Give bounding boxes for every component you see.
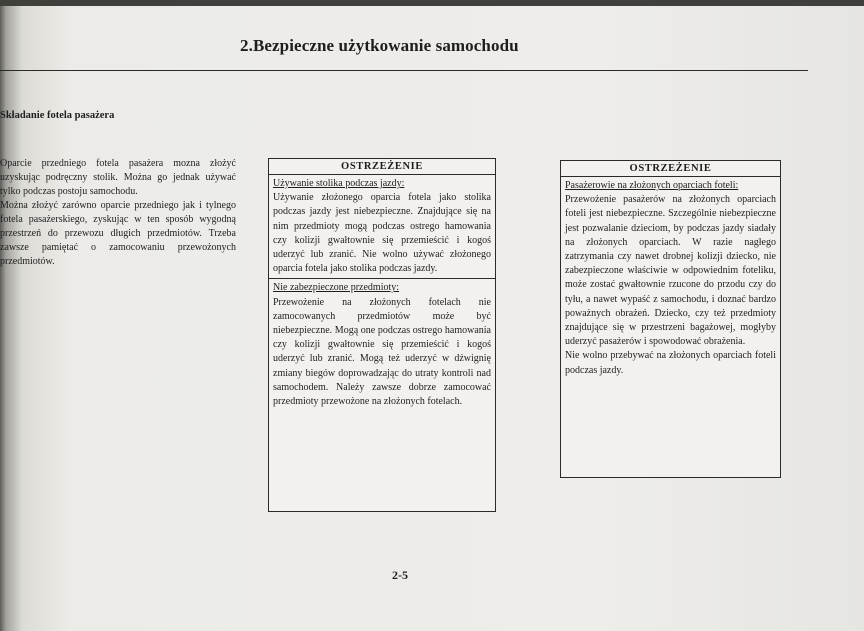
section-paragraph-1: Oparcie przedniego fotela pasażera mozna złożyć uzyskując podręczny stolik. Można go jednak używać tylko podczas postoju samochodu.: [0, 158, 236, 197]
page-number: 2-5: [392, 568, 408, 582]
warning-text: Przewożenie na złożonych fotelach nie zamocowanych przedmiotów może być niebezpieczne. Mogą one podczas ostrego hamowania czy kolizji gwałtownie się przemieścić i kogoś uderzyć lub zranić. Mogą też uderzyć w dźwignię zmiany biegów doprowadzając do utraty kontroli nad samochodem. Należy zawsze dobrze zamocować przedmioty przewożone na złożonych fotelach.: [273, 296, 491, 408]
scan-top-edge: [0, 0, 864, 6]
warning-body: [269, 175, 495, 409]
warning-box-table-use: [268, 158, 496, 512]
section-heading: Składanie fotela pasażera: [0, 110, 115, 121]
warning-subheading: Używanie stolika podczas jazdy:: [273, 178, 405, 189]
warning-box-passengers: [560, 160, 781, 478]
warning-subheading: Pasażerowie na złożonych oparciach foteli:: [565, 180, 739, 191]
warning-body: [561, 177, 780, 378]
warning-text: Przewożenie pasażerów na złożonych oparciach foteli jest niebezpieczne. Szczególnie niebezpieczne jest pozwalanie dzieciom, by podczas jazdy siadały na złożonych oparciach. W razie nagłego zatrzymania czy nawet drobnej kolizji dziecko, nie zabezpieczone właściwie w odpowiednim foteliku, może zostać gwałtownie rzucone do przodu czy do tyłu, a nawet wypaść z samochodu, i doznać bardzo poważnych obrażeń. Dziecko, czy też przedmioty znajdujące się w przestrzeni bagażowej, mogłyby uderzyć pasażerów i spowodować obrażenia.: [565, 194, 776, 348]
warning-heading: OSTRZEŻENIE: [269, 159, 495, 175]
section-body: [0, 157, 236, 269]
header-divider: [0, 70, 808, 71]
warning-text: Używanie złożonego oparcia fotela jako stolika podczas jazdy jest niebezpieczne. Znajdujące się na nim przedmioty mogą podczas ostrego hamowania czy kolizji gwałtownie się przemieścić i kogoś uderzyć lub zranić. Nie wolno używać złożonego oparcia fotela jako stolika podczas jazdy.: [273, 192, 491, 275]
chapter-title: 2.Bezpieczne użytkowanie samochodu: [240, 36, 519, 55]
warning-text: Nie wolno przebywać na złożonych oparciach foteli podczas jazdy.: [565, 350, 776, 376]
warning-section: [269, 278, 495, 409]
warning-subheading: Nie zabezpieczone przedmioty:: [273, 282, 400, 294]
warning-heading: OSTRZEŻENIE: [561, 161, 780, 177]
section-paragraph-2: Można złożyć zarówno oparcie przedniego jak i tylnego fotela pasażerskiego, zyskując w ten sposób wygodną przestrzeń do przewozu długich przedmiotów. Trzeba zawsze pamiętać o zamocowaniu przewożonych przedmiotów.: [0, 200, 236, 267]
